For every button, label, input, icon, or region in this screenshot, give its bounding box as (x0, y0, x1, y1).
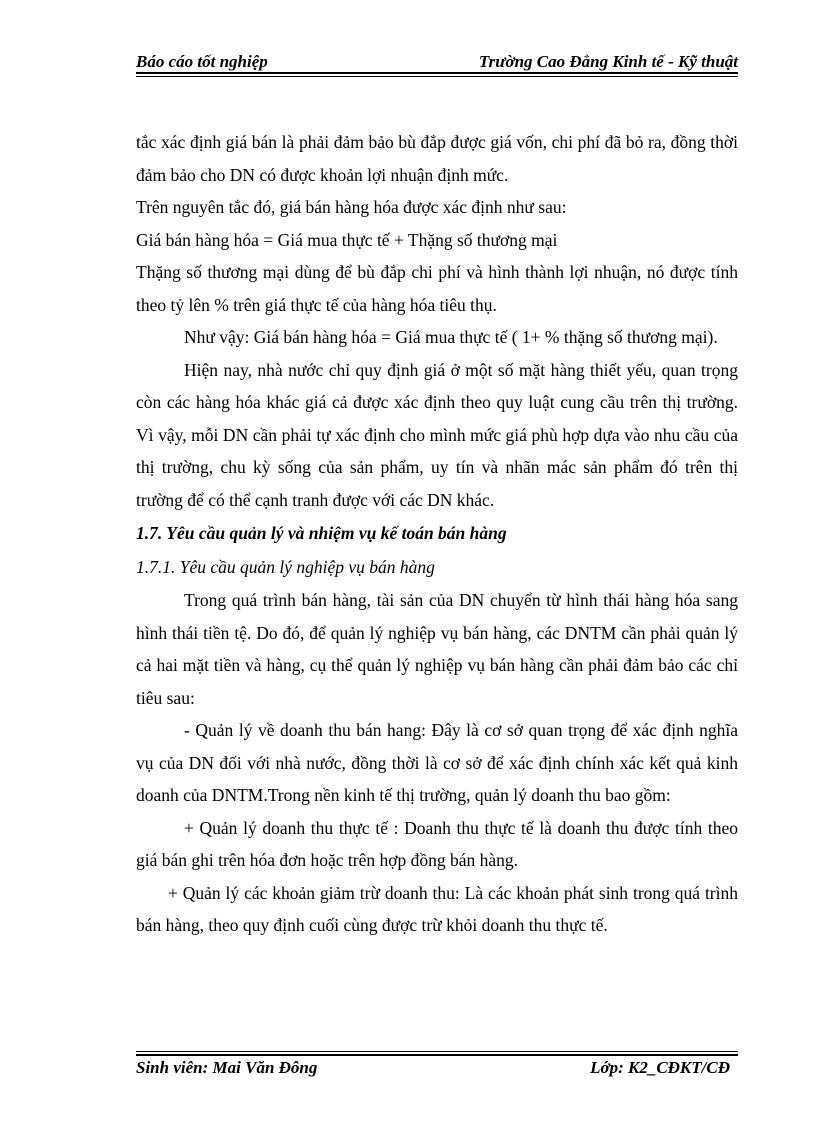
section-heading: 1.7. Yêu cầu quản lý và nhiệm vụ kế toán bán hàng (136, 523, 507, 543)
paragraph: tắc xác định giá bán là phải đảm bảo bù đắp được giá vốn, chi phí đã bỏ ra, đồng thời đảm bảo cho DN có được khoản lợi nhuận định mức. (136, 132, 738, 185)
header-divider (136, 72, 738, 74)
paragraph: - Quản lý về doanh thu bán hang: Đây là cơ sở quan trọng để xác định nghĩa vụ của DN đối với nhà nước, đồng thời là cơ sở để xác định chính xác kết quả kinh doanh của DNTM.Trong nền kinh tế thị trường, quản lý doanh thu bao gồm: (136, 720, 738, 805)
header-report-title: Báo cáo tốt nghiệp (136, 52, 268, 71)
paragraph: Hiện nay, nhà nước chỉ quy định giá ở một số mặt hàng thiết yếu, quan trọng còn các hàng hóa khác giá cả được xác định theo quy luật cung cầu trên thị trường. Vì vậy, mỗi DN cần phải tự xác định cho mình mức giá phù hợp dựa vào nhu cầu của thị trường, chu kỳ sống của sản phẩm, uy tín và nhãn mác sản phẩm đó trên thị trường để có thể cạnh tranh được với các DN khác. (136, 359, 738, 510)
page-body (136, 126, 738, 942)
subsection-heading: 1.7.1. Yêu cầu quản lý nghiệp vụ bán hàng (136, 557, 435, 577)
paragraph: Như vậy: Giá bán hàng hóa = Giá mua thực tế ( 1+ % thặng số thương mại). (184, 327, 718, 347)
paragraph: Trên nguyên tắc đó, giá bán hàng hóa được xác định như sau: (136, 197, 567, 217)
paragraph: + Quản lý các khoản giảm trừ doanh thu: Là các khoản phát sinh trong quá trình bán hàng, theo quy định cuối cùng được trừ khỏi doanh thu thực tế. (136, 882, 738, 935)
footer-divider (136, 1054, 738, 1056)
footer-divider-thin (136, 1051, 738, 1052)
page-footer (136, 1058, 730, 1078)
header-divider-thin (136, 76, 738, 77)
footer-student-name: Sinh viên: Mai Văn Đông (136, 1058, 318, 1077)
paragraph: + Quản lý doanh thu thực tế : Doanh thu thực tế là doanh thu được tính theo giá bán ghi trên hóa đơn hoặc trên hợp đồng bán hàng. (136, 817, 738, 870)
header-school-name: Trường Cao Đẳng Kinh tế - Kỹ thuật (478, 52, 738, 71)
page-header (136, 48, 738, 72)
paragraph: Thặng số thương mại dùng để bù đắp chi phí và hình thành lợi nhuận, nó được tính theo tỷ lên % trên giá thực tế của hàng hóa tiêu thụ. (136, 262, 738, 315)
footer-class-code: Lớp: K2_CĐKT/CĐ (590, 1058, 730, 1077)
paragraph: Trong quá trình bán hàng, tài sản của DN chuyển từ hình thái hàng hóa sang hình thái tiền tệ. Do đó, để quản lý nghiệp vụ bán hàng, các DNTM cần phải quản lý cả hai mặt tiền và hàng, cụ thể quản lý nghiệp vụ bán hàng cần phải đảm bảo các chỉ tiêu sau: (136, 590, 738, 708)
paragraph: Giá bán hàng hóa = Giá mua thực tế + Thặng số thương mại (136, 229, 558, 250)
